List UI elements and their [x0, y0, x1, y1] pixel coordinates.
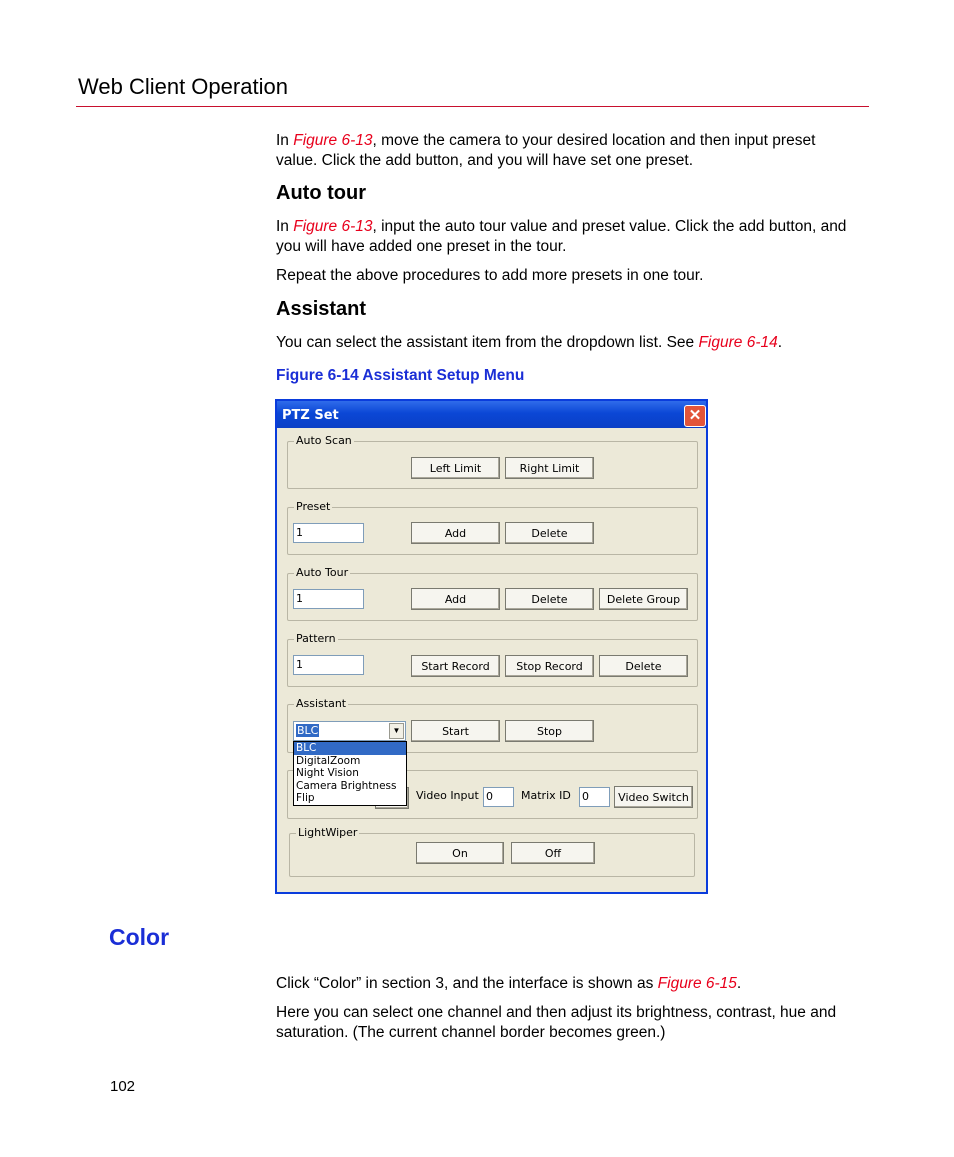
ptz-set-dialog	[275, 399, 708, 894]
video-input-label: Video Input	[416, 789, 479, 802]
auto-tour-add-button[interactable]: Add	[411, 588, 500, 610]
group-label: Auto Scan	[296, 434, 352, 447]
figure-link[interactable]: Figure 6-14	[698, 334, 778, 351]
color-heading: Color	[109, 924, 170, 950]
assistant-select[interactable]	[293, 721, 406, 741]
assistant-heading: Assistant	[276, 298, 367, 320]
color-description-paragraph: Here you can select one channel and then adjust its brightness, contrast, hue and saturation. (The current channel border becomes green.)	[276, 1004, 837, 1041]
group-label: Auto Tour	[296, 566, 349, 579]
header-rule	[76, 106, 869, 107]
text: In	[276, 132, 294, 149]
page-number: 102	[110, 1078, 136, 1095]
preset-delete-button[interactable]: Delete	[505, 522, 594, 544]
video-switch-button[interactable]: Video Switch	[614, 786, 693, 808]
dialog-titlebar	[277, 401, 706, 428]
pattern-delete-button[interactable]: Delete	[599, 655, 688, 677]
dropdown-option[interactable]: Camera Brightness	[296, 779, 397, 792]
assistant-stop-button[interactable]: Stop	[505, 720, 594, 742]
close-icon[interactable]: ✕	[684, 405, 706, 427]
text: .	[777, 334, 783, 351]
auto-tour-repeat-paragraph: Repeat the above procedures to add more presets in one tour.	[276, 267, 704, 284]
figure-caption: Figure 6-14 Assistant Setup Menu	[276, 367, 525, 384]
light-wiper-on-button[interactable]: On	[416, 842, 504, 864]
dropdown-option[interactable]: Night Vision	[296, 767, 359, 779]
group-label: Preset	[296, 500, 331, 513]
dropdown-option[interactable]: DigitalZoom	[296, 754, 361, 767]
page-header-title: Web Client Operation	[78, 74, 288, 99]
light-wiper-off-button[interactable]: Off	[511, 842, 595, 864]
video-input-field[interactable]: 0	[483, 787, 514, 807]
group-label: Pattern	[296, 632, 336, 645]
intro-paragraph	[276, 131, 856, 171]
figure-link[interactable]: Figure 6-13	[293, 132, 373, 149]
dropdown-option[interactable]: Flip	[296, 792, 315, 804]
right-limit-button[interactable]: Right Limit	[505, 457, 594, 479]
assistant-paragraph	[276, 333, 856, 353]
color-paragraph	[276, 974, 856, 994]
assistant-dropdown-list	[293, 741, 407, 806]
left-limit-button[interactable]: Left Limit	[411, 457, 500, 479]
figure-link[interactable]: Figure 6-15	[657, 975, 737, 992]
text: , move the camera to your desired location and then input preset value. Click the add button, and you will have set one preset.	[276, 132, 816, 169]
assistant-start-button[interactable]: Start	[411, 720, 500, 742]
group-label: Assistant	[296, 697, 347, 710]
text: In	[276, 218, 294, 235]
group-label: LightWiper	[298, 826, 358, 839]
auto-tour-input[interactable]: 1	[293, 589, 364, 609]
stop-record-button[interactable]: Stop Record	[505, 655, 594, 677]
selected-value: BLC	[297, 724, 319, 737]
text: .	[736, 975, 742, 992]
matrix-id-label: Matrix ID	[521, 789, 571, 802]
figure-link[interactable]: Figure 6-13	[293, 218, 373, 235]
auto-tour-delete-button[interactable]: Delete	[505, 588, 594, 610]
dropdown-option[interactable]: BLC	[294, 742, 406, 755]
preset-input[interactable]: 1	[293, 523, 364, 543]
start-record-button[interactable]: Start Record	[411, 655, 500, 677]
text: Click “Color” in section 3, and the interface is shown as	[276, 975, 658, 992]
auto-tour-heading: Auto tour	[276, 182, 366, 204]
dialog-title: PTZ Set	[282, 408, 339, 423]
text: , input the auto tour value and preset value. Click the add button, and you will have added one preset in the tour.	[276, 218, 847, 255]
text: You can select the assistant item from the dropdown list. See	[276, 334, 699, 351]
preset-add-button[interactable]: Add	[411, 522, 500, 544]
delete-group-button[interactable]: Delete Group	[599, 588, 688, 610]
chevron-down-icon[interactable]: ▼	[389, 723, 404, 739]
auto-tour-paragraph	[276, 217, 856, 257]
matrix-id-field[interactable]: 0	[579, 787, 610, 807]
pattern-input[interactable]: 1	[293, 655, 364, 675]
